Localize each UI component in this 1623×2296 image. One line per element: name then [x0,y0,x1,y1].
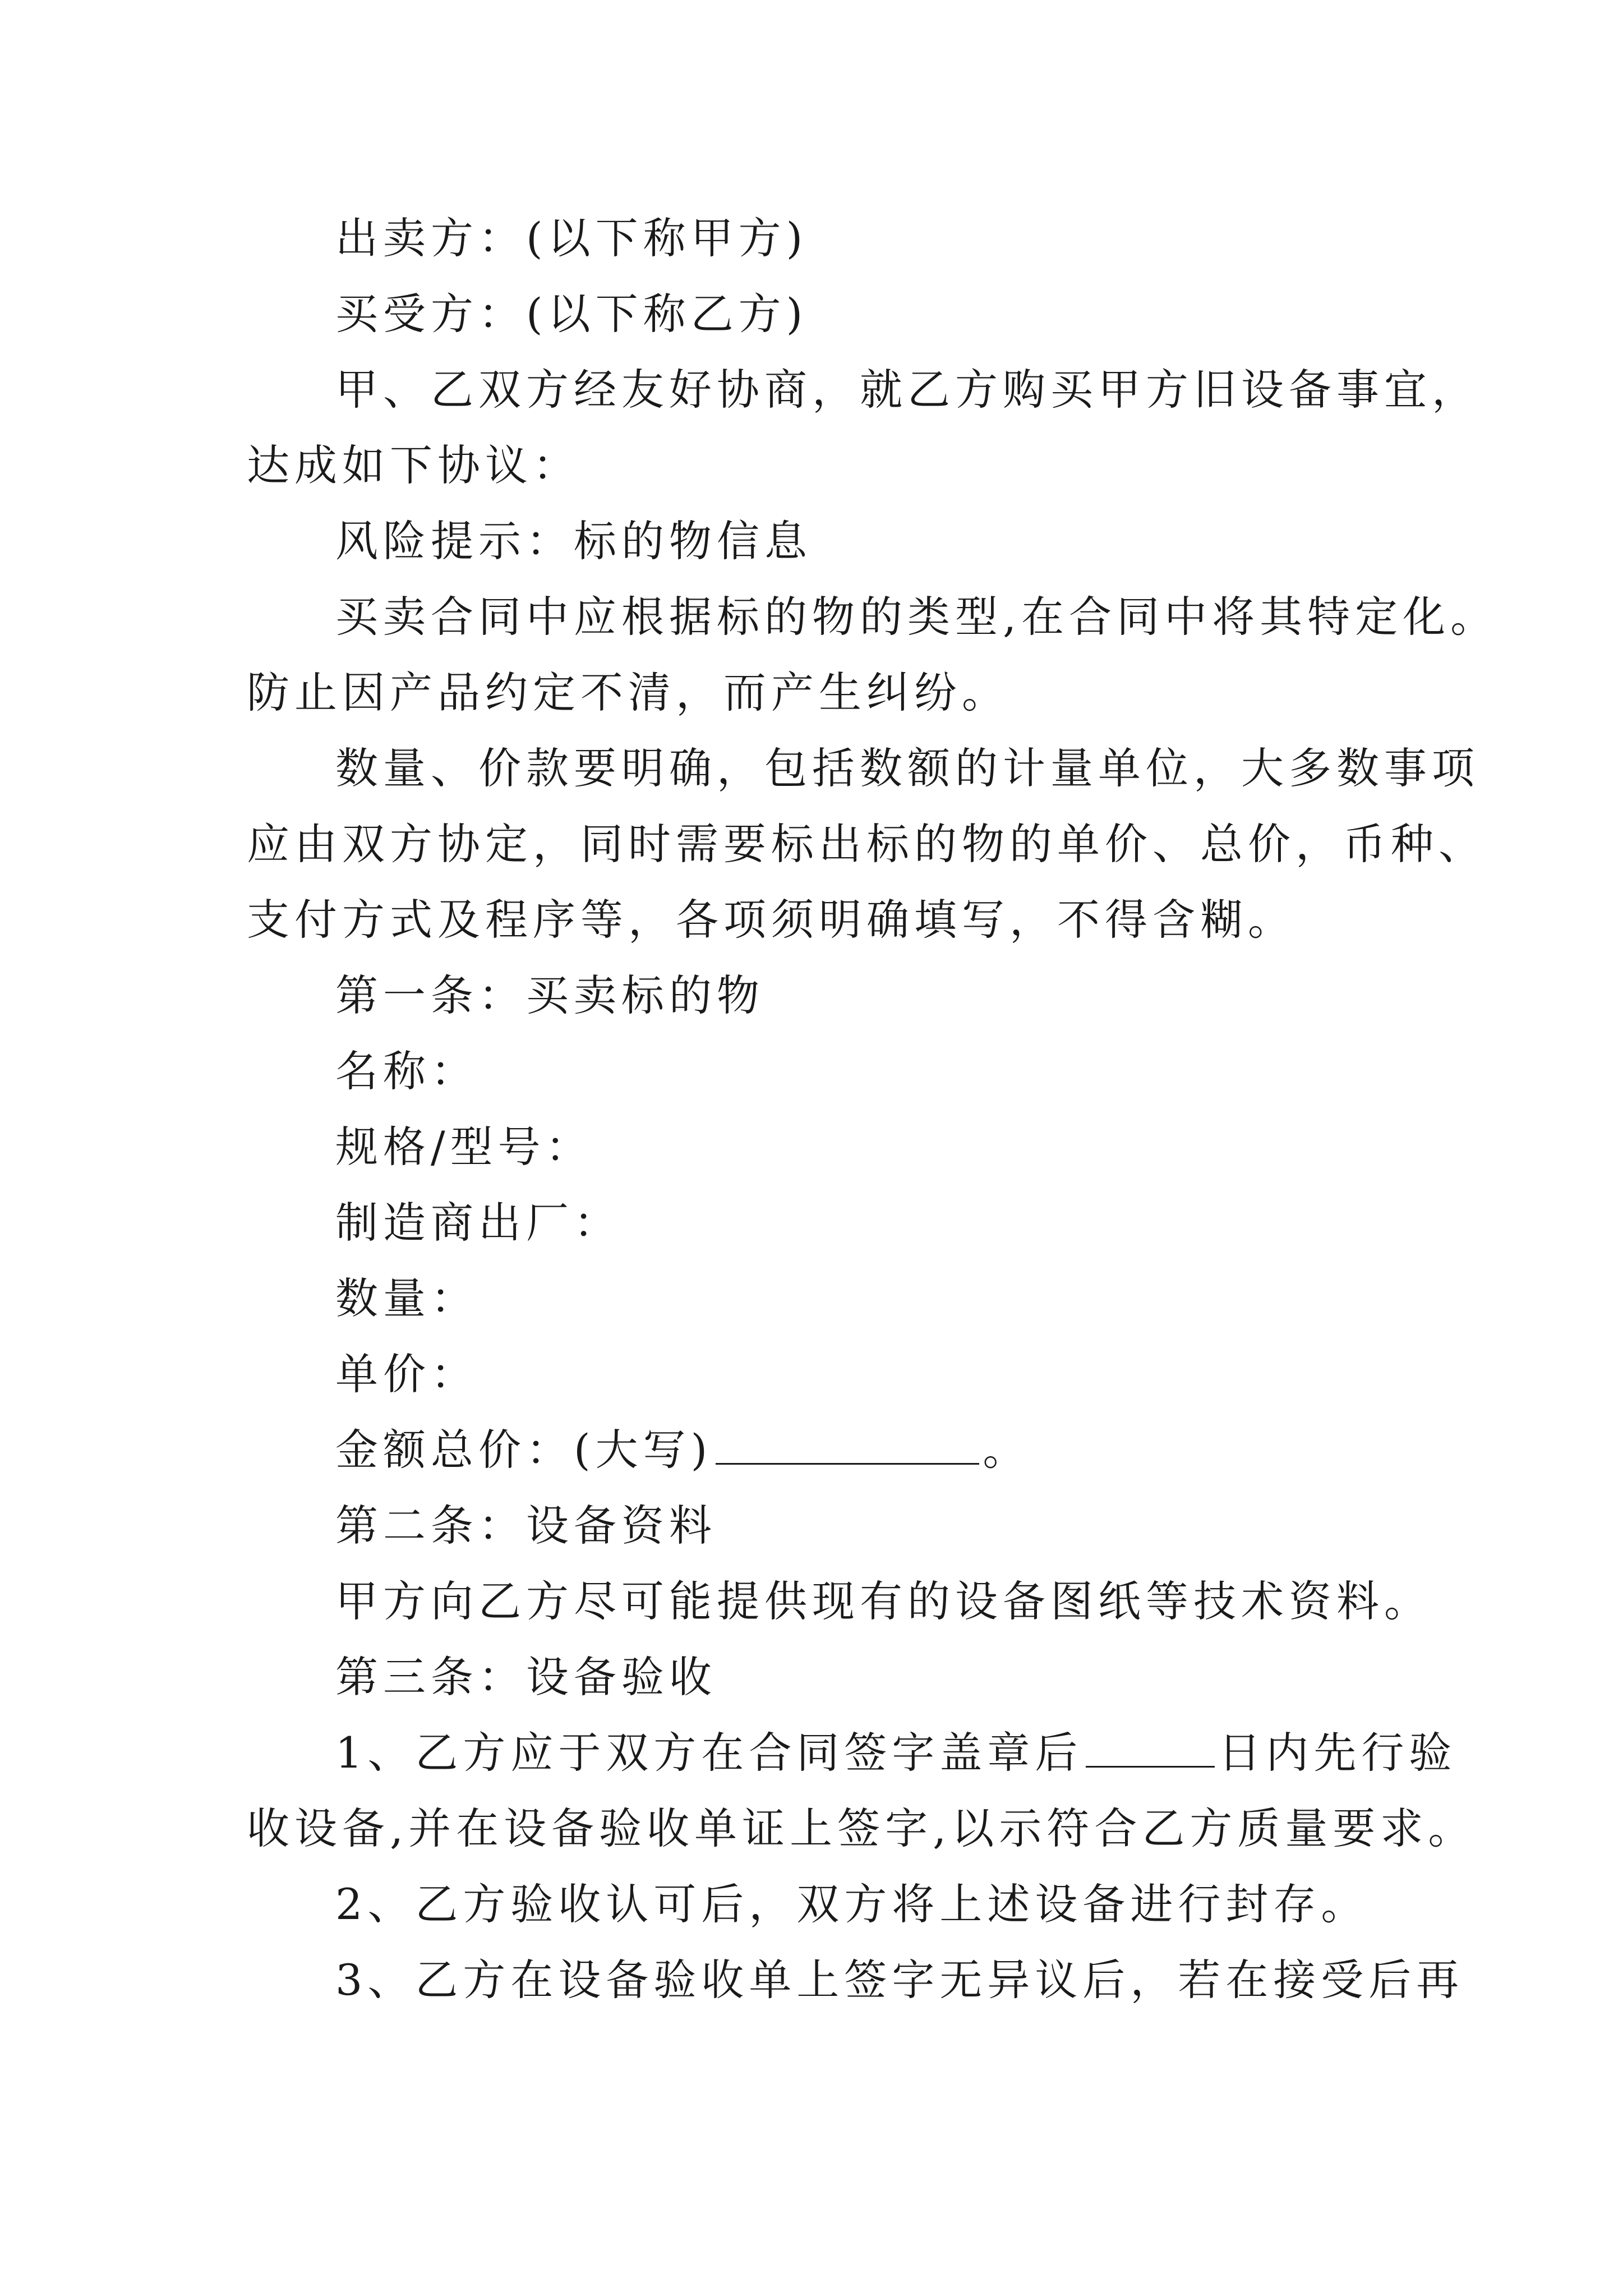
article-2-body: 甲方向乙方尽可能提供现有的设备图纸等技术资料。 [335,1576,1432,1626]
article-3-item-1-suffix: 日内先行验 [1218,1728,1457,1778]
risk-paragraph-2-line-1: 数量、价款要明确，包括数额的计量单位，大多数事项 [335,743,1479,793]
buyer-line: 买受方：(以下称乙方) [335,289,808,339]
article-3-item-1-line-2: 收设备,并在设备验收单证上签字,以示符合乙方质量要求。 [247,1803,1476,1853]
risk-title: 风险提示：标的物信息 [335,516,812,566]
days-blank[interactable] [1086,1729,1215,1768]
article-3-item-3: 3、乙方在设备验收单上签字无异议后，若在接受后再 [335,1955,1464,2005]
field-total-suffix: 。 [983,1425,1031,1475]
total-amount-blank[interactable] [716,1426,979,1465]
field-unit-price: 单价： [335,1349,478,1399]
field-total-label: 金额总价：(大写) [335,1425,713,1475]
intro-line-1: 甲、乙双方经友好协商，就乙方购买甲方旧设备事宜， [335,365,1479,415]
article-3-title: 第三条：设备验收 [335,1652,717,1702]
field-spec: 规格/型号： [335,1122,593,1172]
field-maker: 制造商出厂： [335,1198,621,1248]
article-1-title: 第一条：买卖标的物 [335,970,764,1020]
risk-paragraph-2-line-2: 应由双方协定，同时需要标出标的物的单价、总价，币种、 [247,819,1486,869]
risk-paragraph-1-line-1: 买卖合同中应根据标的物的类型,在合同中将其特定化。 [335,592,1498,642]
field-total-line [335,1422,1030,1478]
intro-line-2: 达成如下协议： [247,440,580,490]
risk-paragraph-2-line-3: 支付方式及程序等，各项须明确填写，不得含糊。 [247,895,1295,945]
risk-paragraph-1-line-2: 防止因产品约定不清，而产生纠纷。 [247,668,1009,717]
article-3-item-1-prefix: 1、乙方应于双方在合同签字盖章后 [335,1728,1083,1778]
article-3-item-2: 2、乙方验收认可后，双方将上述设备进行封存。 [335,1879,1369,1929]
field-quantity: 数量： [335,1273,478,1323]
article-2-title: 第二条：设备资料 [335,1501,717,1550]
article-3-item-1-line-1 [335,1725,1456,1781]
seller-line: 出卖方：(以下称甲方) [335,213,808,263]
field-name: 名称： [335,1046,478,1096]
